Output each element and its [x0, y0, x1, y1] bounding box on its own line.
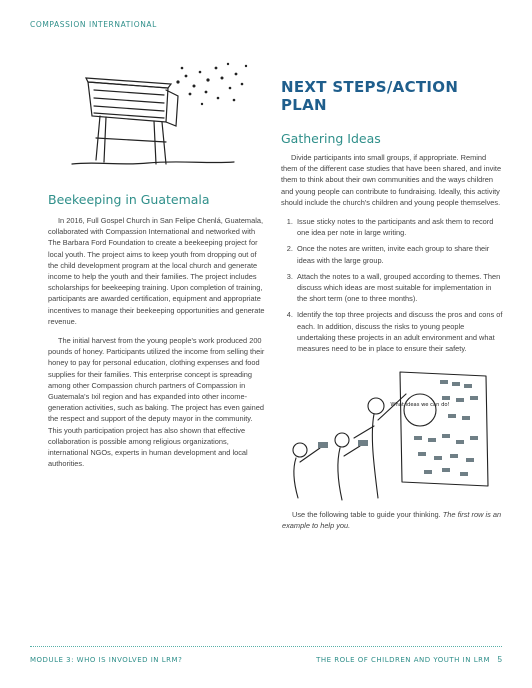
list-item: 3. Attach the notes to a wall, grouped according to themes. Then discuss which ideas are most suitable for implementation in the short term (one to three months).: [295, 271, 503, 305]
beehive-illustration: [58, 60, 258, 170]
brainstorm-illustration: [290, 366, 504, 506]
table-guide-text: [282, 509, 504, 531]
right-column: [281, 78, 503, 359]
case-study-paragraph-2: The initial harvest from the young people's work produced 200 pounds of honey. Participants utilized the income from selling their honey to pay for personal education, clothing expenses and food supplies for their families. This enterprise concept is spreading among other Compassion church partners of Compassion in Guatemala's Ixil region and has expanded into other income-generation activities, such as baking. The project has even gained the respect and support of the deputy mayor in the community. This youth participation project has also shown that effective collaboration is possible among religious organizations, international NGOs, experts in human development and local authorities.: [48, 336, 265, 469]
footer-module: MODULE 3: WHO IS INVOLVED IN LRM?: [30, 656, 183, 664]
case-study-heading: Beekeeping in Guatemala: [48, 192, 210, 207]
guide-italic: The first row is an example to help you.: [282, 510, 502, 531]
left-column: [48, 192, 268, 469]
page-title: NEXT STEPS/ACTION PLAN: [281, 78, 459, 114]
page-number: 5: [497, 655, 502, 664]
footer-section: THE ROLE OF CHILDREN AND YOUTH IN LRM: [316, 656, 490, 664]
list-item: 2. Once the notes are written, invite each group to share their ideas with the large group.: [295, 243, 503, 265]
footer-divider: [30, 646, 502, 647]
intro-paragraph: Divide participants into small groups, if appropriate. Remind them of the different case studies that have been shared, and invite them to think about their own communities and the ways children and young people can contribute to fundraising. Ideally, this activity should include the church's children and young people themselves.: [281, 153, 502, 207]
board-bubble-text: What ideas we can do!: [390, 402, 450, 408]
guide-sentence: Use the following table to guide your thinking.: [292, 510, 441, 519]
gathering-ideas-heading: Gathering Ideas: [281, 131, 381, 146]
list-item: 4. Identify the top three projects and discuss the pros and cons of each. In addition, discuss the risks to young people undertaking these projects in an adult environment and what measures need to be in place to ensure their safety.: [295, 309, 503, 354]
steps-list: [281, 216, 503, 354]
header-org-name: COMPASSION INTERNATIONAL: [30, 20, 157, 29]
list-item: 1. Issue sticky notes to the participants and ask them to record one idea per note in large writing.: [295, 216, 503, 238]
case-study-paragraph-1: In 2016, Full Gospel Church in San Felipe Chenlá, Guatemala, collaborated with Compassion International and networked with The Barbara Ford Foundation to create a beekeeping project for local youth. The project aims to keep youth from dropping out of the child development program at the local church and generate income to help the youth and their families. The project includes scholarships for beekeeping training. Upon completion of training, participants are awarded certification, equipment and appropriate incentives to manage their beekeeping opportunities and generate revenue.: [48, 216, 265, 326]
